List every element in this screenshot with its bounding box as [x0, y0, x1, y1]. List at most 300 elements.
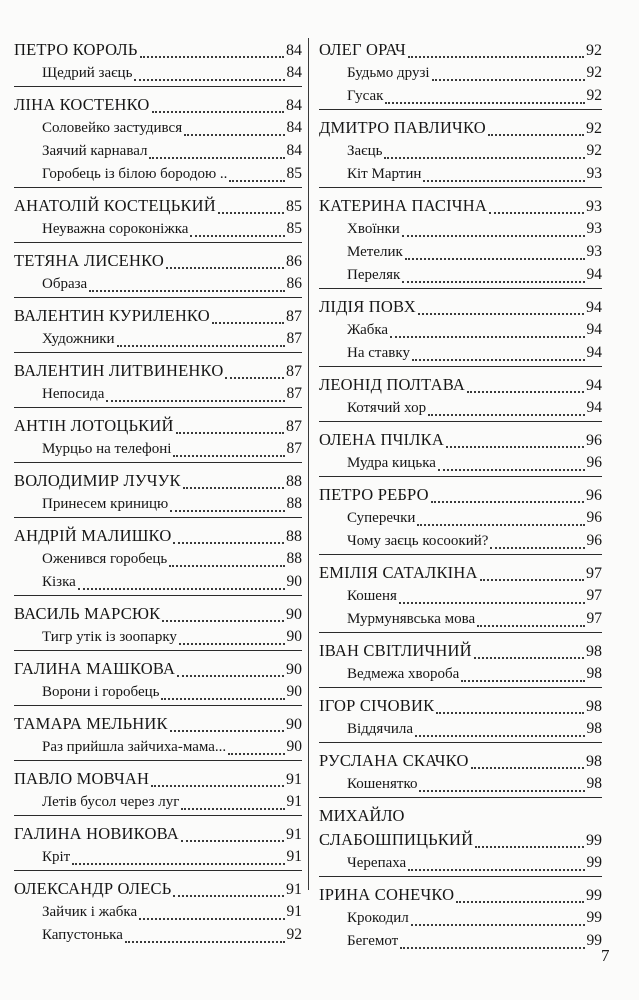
author-row[interactable]: [14, 767, 302, 790]
work-row[interactable]: [319, 162, 602, 185]
page-ref: 87: [286, 308, 302, 325]
page-ref: 98: [586, 720, 602, 737]
work-row[interactable]: [319, 84, 602, 107]
author-name: СЛАБОШПИЦЬКИЙ: [319, 830, 474, 849]
page-ref: 84: [286, 119, 302, 136]
work-row[interactable]: [14, 272, 302, 295]
work-title: Крокодил: [347, 910, 409, 926]
work-row[interactable]: [14, 790, 302, 813]
page-ref: 96: [586, 432, 602, 449]
toc-entry: [14, 359, 302, 408]
author-row[interactable]: [14, 414, 302, 437]
work-title: Капустонька: [42, 927, 123, 943]
dot-leader: [456, 895, 584, 903]
work-row[interactable]: [14, 492, 302, 515]
dot-leader: [173, 889, 284, 897]
author-name: ОЛЕКСАНДР ОЛЕСЬ: [14, 879, 172, 898]
work-row[interactable]: [14, 680, 302, 703]
work-row[interactable]: [14, 327, 302, 350]
work-title: Художники: [42, 331, 115, 347]
author-name: ДМИТРО ПАВЛИЧКО: [319, 118, 486, 137]
work-title: Тигр утік із зоопарку: [42, 629, 177, 645]
work-title: Раз прийшла зайчиха-мама...: [42, 739, 227, 755]
dot-leader: [436, 706, 584, 714]
toc-entry: [14, 194, 302, 243]
dot-leader: [402, 275, 584, 283]
dot-leader: [417, 518, 584, 526]
author-name: ІРИНА СОНЕЧКО: [319, 885, 455, 904]
dot-leader: [225, 371, 284, 379]
page-ref: 92: [586, 142, 602, 159]
page-ref: 92: [586, 120, 602, 137]
page-ref: 94: [586, 266, 602, 283]
toc-entry: [14, 304, 302, 353]
author-row[interactable]: [319, 38, 602, 61]
author-name: ВАЛЕНТИН КУРИЛЕНКО: [14, 306, 210, 325]
work-title: Гусак: [347, 88, 384, 104]
dot-leader: [228, 747, 284, 755]
dot-leader: [166, 261, 284, 269]
dot-leader: [149, 151, 284, 159]
page-ref: 98: [586, 698, 602, 715]
page-ref: 90: [286, 628, 302, 645]
page-ref: 94: [586, 299, 602, 316]
toc-entry: [14, 469, 302, 518]
dot-leader: [467, 385, 584, 393]
work-title: Кізка: [42, 574, 76, 590]
dot-leader: [78, 582, 285, 590]
work-row[interactable]: [14, 382, 302, 405]
page-number: 7: [601, 946, 610, 965]
work-title: Кошеня: [347, 588, 397, 604]
work-row[interactable]: [319, 772, 602, 795]
work-title: Зайчик і жабка: [42, 904, 138, 920]
work-title: Горобець із білою бородою ..: [42, 166, 228, 182]
page-ref: 96: [586, 487, 602, 504]
work-title: Заєць: [347, 143, 383, 159]
page-ref: 87: [286, 363, 302, 380]
work-row[interactable]: [319, 240, 602, 263]
author-row[interactable]: [319, 828, 602, 851]
work-title: Неуважна сороконіжка: [42, 221, 189, 237]
work-title: Непосида: [42, 386, 105, 402]
work-title: Ворони і горобець: [42, 684, 160, 700]
dot-leader: [475, 840, 584, 848]
page-ref: 84: [286, 97, 302, 114]
author-name: ВОЛОДИМИР ЛУЧУК: [14, 471, 181, 490]
work-row[interactable]: [319, 607, 602, 630]
page-ref: 90: [286, 573, 302, 590]
page-ref: 90: [286, 716, 302, 733]
dot-leader: [471, 761, 584, 769]
toc-entry: [319, 295, 602, 367]
work-row[interactable]: [319, 906, 602, 929]
page-ref: 98: [586, 643, 602, 660]
dot-leader: [438, 463, 585, 471]
work-row[interactable]: [14, 900, 302, 923]
work-title: Кіт Мартин: [347, 166, 422, 182]
page-ref: 88: [286, 528, 302, 545]
dot-leader: [412, 353, 585, 361]
author-row[interactable]: [319, 194, 602, 217]
work-title: Кріт: [42, 849, 71, 865]
page-ref: 94: [586, 321, 602, 338]
toc-entry: [14, 249, 302, 298]
author-row[interactable]: [14, 524, 302, 547]
page-ref: 94: [586, 377, 602, 394]
page-ref: 93: [586, 243, 602, 260]
dot-leader: [490, 541, 584, 549]
work-title: Мудра кицька: [347, 455, 436, 471]
dot-leader: [179, 637, 285, 645]
dot-leader: [169, 559, 284, 567]
dot-leader: [229, 174, 284, 182]
page-ref: 92: [286, 926, 302, 943]
work-row[interactable]: [319, 451, 602, 474]
page-ref: 88: [286, 473, 302, 490]
author-name: ПЕТРО РЕБРО: [319, 485, 429, 504]
work-row[interactable]: [14, 845, 302, 868]
toc-entry: [319, 483, 602, 555]
toc-left-column: [14, 38, 309, 943]
work-row[interactable]: [14, 139, 302, 162]
toc-entry: [14, 822, 302, 871]
toc-entry: [319, 883, 602, 954]
author-name: ЛІДІЯ ПОВХ: [319, 297, 416, 316]
work-row[interactable]: [14, 116, 302, 139]
work-row[interactable]: [319, 851, 602, 874]
author-name: ЛЕОНІД ПОЛТАВА: [319, 375, 466, 394]
page-ref: 97: [586, 610, 602, 627]
author-row[interactable]: [319, 373, 602, 396]
author-row[interactable]: [14, 38, 302, 61]
page-ref: 93: [586, 198, 602, 215]
work-row[interactable]: [319, 584, 602, 607]
toc-entry: [14, 414, 302, 463]
work-title: Ведмежа хвороба: [347, 666, 460, 682]
toc-entry: [319, 749, 602, 798]
page-ref: 85: [286, 165, 302, 182]
author-name: ЕМІЛІЯ САТАЛКІНА: [319, 563, 478, 582]
work-row[interactable]: [319, 139, 602, 162]
work-title: Щедрий заєць: [42, 65, 133, 81]
author-name: ПЕТРО КОРОЛЬ: [14, 40, 138, 59]
author-row[interactable]: [319, 749, 602, 772]
author-name: ТЕТЯНА ЛИСЕНКО: [14, 251, 164, 270]
work-row[interactable]: [14, 735, 302, 758]
work-row[interactable]: [319, 717, 602, 740]
page-ref: 87: [286, 440, 302, 457]
author-row[interactable]: [319, 694, 602, 717]
page-ref: 90: [286, 606, 302, 623]
dot-leader: [125, 935, 285, 943]
dot-leader: [446, 440, 584, 448]
page-ref: 90: [286, 738, 302, 755]
dot-leader: [461, 674, 584, 682]
work-title: Мурцьо на телефоні: [42, 441, 172, 457]
author-row[interactable]: [319, 116, 602, 139]
author-name: ПАВЛО МОВЧАН: [14, 769, 150, 788]
page-ref: 85: [286, 198, 302, 215]
dot-leader: [489, 206, 584, 214]
author-row[interactable]: [319, 561, 602, 584]
page-ref: 98: [586, 753, 602, 770]
work-row[interactable]: [14, 217, 302, 240]
toc-entry: [319, 694, 602, 743]
dot-leader: [162, 614, 284, 622]
work-title: Принесем криницю: [42, 496, 169, 512]
work-row[interactable]: [319, 929, 602, 952]
author-row[interactable]: [14, 304, 302, 327]
page-ref: 96: [586, 509, 602, 526]
dot-leader: [176, 426, 284, 434]
page-ref: 84: [286, 64, 302, 81]
dot-leader: [183, 481, 284, 489]
toc-entry: [14, 657, 302, 706]
work-row[interactable]: [319, 396, 602, 419]
dot-leader: [181, 802, 284, 810]
page-ref: 88: [286, 495, 302, 512]
page-ref: 98: [586, 775, 602, 792]
page-ref: 91: [286, 881, 302, 898]
toc-entry: [319, 116, 602, 188]
page-ref: 96: [586, 532, 602, 549]
dot-leader: [385, 96, 584, 104]
author-name: ВАЛЕНТИН ЛИТВИНЕНКО: [14, 361, 224, 380]
work-row[interactable]: [14, 547, 302, 570]
dot-leader: [134, 73, 284, 81]
work-title: Кошенятко: [347, 776, 418, 792]
page-ref: 93: [586, 165, 602, 182]
dot-leader: [428, 408, 584, 416]
toc-entry: [14, 602, 302, 651]
work-row[interactable]: [14, 61, 302, 84]
toc-entry: [14, 712, 302, 761]
page-ref: 91: [286, 826, 302, 843]
author-row[interactable]: [319, 428, 602, 451]
work-title: На ставку: [347, 345, 410, 361]
dot-leader: [419, 784, 584, 792]
dot-leader: [488, 128, 584, 136]
dot-leader: [170, 724, 284, 732]
author-name: АНДРІЙ МАЛИШКО: [14, 526, 172, 545]
work-title: Суперечки: [347, 510, 416, 526]
toc-entry: [14, 524, 302, 596]
work-title: Котячий хор: [347, 400, 427, 416]
toc-entry: [319, 804, 602, 877]
page-ref: 99: [586, 909, 602, 926]
page-ref: 99: [586, 887, 602, 904]
page-ref: 88: [286, 550, 302, 567]
dot-leader: [418, 307, 584, 315]
author-row[interactable]: [319, 639, 602, 662]
page-ref: 94: [586, 344, 602, 361]
dot-leader: [151, 779, 284, 787]
dot-leader: [161, 692, 284, 700]
work-title: Мурмунявська мова: [347, 611, 476, 627]
work-row[interactable]: [319, 506, 602, 529]
page-ref: 98: [586, 665, 602, 682]
dot-leader: [408, 863, 584, 871]
dot-leader: [181, 834, 284, 842]
page-ref: 87: [286, 418, 302, 435]
work-row[interactable]: [319, 217, 602, 240]
author-name: ІВАН СВІТЛИЧНИЙ: [319, 641, 472, 660]
work-row[interactable]: [319, 529, 602, 552]
dot-leader: [399, 596, 585, 604]
author-name: ТАМАРА МЕЛЬНИК: [14, 714, 168, 733]
toc-entry: [14, 767, 302, 816]
page-ref: 97: [586, 565, 602, 582]
author-row[interactable]: [14, 822, 302, 845]
toc-entry: [319, 38, 602, 110]
toc-entry: [319, 639, 602, 688]
author-name: ГАЛИНА НОВИКОВА: [14, 824, 179, 843]
author-row[interactable]: [319, 883, 602, 906]
page-ref: 91: [286, 771, 302, 788]
author-row[interactable]: [14, 93, 302, 116]
work-row[interactable]: [14, 625, 302, 648]
author-row[interactable]: [14, 712, 302, 735]
dot-leader: [212, 316, 284, 324]
author-name: ІГОР СІЧОВИК: [319, 696, 435, 715]
work-row[interactable]: [319, 263, 602, 286]
work-title: Оженився горобець: [42, 551, 168, 567]
work-title: Соловейко застудився: [42, 120, 183, 136]
work-title: Летів бусол через луг: [42, 794, 180, 810]
page-ref: 97: [586, 587, 602, 604]
toc-entry: [319, 373, 602, 422]
page-ref: 84: [286, 142, 302, 159]
dot-leader: [177, 669, 284, 677]
page-ref: 94: [586, 399, 602, 416]
work-title: Віддячила: [347, 721, 414, 737]
page-ref: 90: [286, 683, 302, 700]
author-row[interactable]: [319, 295, 602, 318]
dot-leader: [152, 105, 284, 113]
page-ref: 99: [586, 854, 602, 871]
author-name: АНАТОЛІЙ КОСТЕЦЬКИЙ: [14, 196, 216, 215]
page-ref: 85: [286, 220, 302, 237]
page-ref: 86: [286, 253, 302, 270]
work-row[interactable]: [14, 162, 302, 185]
work-row[interactable]: [319, 318, 602, 341]
dot-leader: [432, 73, 585, 81]
dot-leader: [474, 651, 584, 659]
author-name: ГАЛИНА МАШКОВА: [14, 659, 176, 678]
dot-leader: [423, 174, 584, 182]
dot-leader: [405, 252, 585, 260]
work-title: Переляк: [347, 267, 401, 283]
dot-leader: [431, 495, 584, 503]
author-name: АНТІН ЛОТОЦЬКИЙ: [14, 416, 174, 435]
page-ref: 91: [286, 848, 302, 865]
toc-entry: [319, 561, 602, 633]
page-ref: 92: [586, 87, 602, 104]
page-ref: 84: [286, 42, 302, 59]
page-ref: 96: [586, 454, 602, 471]
work-title: Заячий карнавал: [42, 143, 148, 159]
dot-leader: [170, 504, 284, 512]
dot-leader: [218, 206, 284, 214]
author-row[interactable]: [319, 483, 602, 506]
toc-entry: [319, 428, 602, 477]
page-ref: 87: [286, 385, 302, 402]
author-name: ЛІНА КОСТЕНКО: [14, 95, 150, 114]
toc-entry: [319, 194, 602, 289]
page-ref: 93: [586, 220, 602, 237]
author-name: ОЛЕНА ПЧІЛКА: [319, 430, 444, 449]
dot-leader: [400, 941, 584, 949]
work-row[interactable]: [319, 341, 602, 364]
work-row[interactable]: [319, 61, 602, 84]
work-row[interactable]: [14, 437, 302, 460]
dot-leader: [140, 50, 284, 58]
dot-leader: [89, 284, 284, 292]
dot-leader: [190, 229, 284, 237]
author-name-line1: МИХАЙЛО: [319, 806, 405, 825]
author-name: ВАСИЛЬ МАРСЮК: [14, 604, 161, 623]
page-ref: 90: [286, 661, 302, 678]
dot-leader: [402, 229, 585, 237]
page-ref: 86: [286, 275, 302, 292]
page-ref: 92: [586, 42, 602, 59]
work-title: Жабка: [347, 322, 389, 338]
author-name: ОЛЕГ ОРАЧ: [319, 40, 406, 59]
work-title: Чому заєць косоокий?: [347, 533, 489, 549]
author-row[interactable]: [14, 359, 302, 382]
page-ref: 87: [286, 330, 302, 347]
author-row[interactable]: [14, 657, 302, 680]
work-row[interactable]: [14, 570, 302, 593]
author-name: КАТЕРИНА ПАСІЧНА: [319, 196, 487, 215]
work-title: Хвоїнки: [347, 221, 400, 237]
dot-leader: [480, 573, 584, 581]
page-ref: 91: [286, 903, 302, 920]
toc-entry: [14, 93, 302, 188]
dot-leader: [477, 619, 584, 627]
dot-leader: [384, 151, 584, 159]
dot-leader: [106, 394, 284, 402]
toc-entry: [14, 38, 302, 87]
author-row[interactable]: [14, 469, 302, 492]
page-ref: 91: [286, 793, 302, 810]
author-row[interactable]: [14, 194, 302, 217]
work-title: Бегемот: [347, 933, 399, 949]
dot-leader: [139, 912, 284, 920]
work-title: Метелик: [347, 244, 403, 260]
work-row[interactable]: [319, 662, 602, 685]
toc-right-column: [319, 38, 602, 949]
toc-entry: [14, 877, 302, 948]
page-ref: 99: [586, 932, 602, 949]
dot-leader: [117, 339, 285, 347]
dot-leader: [411, 918, 585, 926]
dot-leader: [173, 536, 284, 544]
page-ref: 92: [586, 64, 602, 81]
dot-leader: [390, 330, 584, 338]
dot-leader: [72, 857, 284, 865]
author-row[interactable]: [14, 602, 302, 625]
author-row[interactable]: [14, 877, 302, 900]
work-title: Образа: [42, 276, 88, 292]
dot-leader: [173, 449, 284, 457]
page-ref: 99: [586, 832, 602, 849]
work-row[interactable]: [14, 923, 302, 946]
dot-leader: [408, 50, 584, 58]
dot-leader: [184, 128, 284, 136]
author-row[interactable]: [14, 249, 302, 272]
